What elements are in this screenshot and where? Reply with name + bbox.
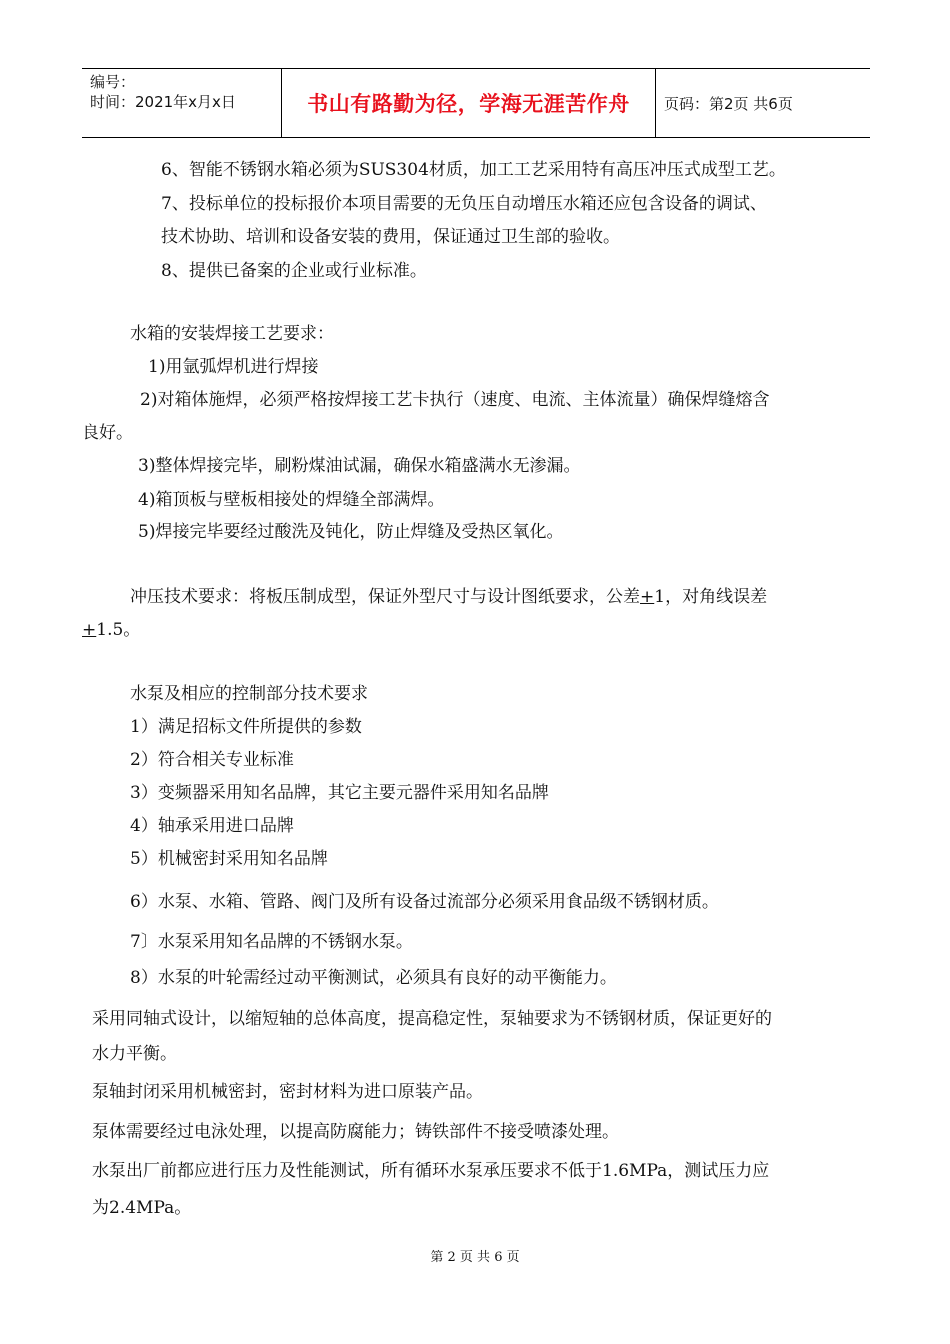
weld-item-3: 3)整体焊接完毕，刷粉煤油试漏，确保水箱盛满水无渗漏。: [138, 456, 581, 476]
para-7b: 技术协助、培训和设备安装的费用，保证通过卫生部的验收。: [161, 227, 620, 247]
pump-item-4: 4）轴承采用进口品牌: [130, 816, 294, 836]
test-para-a: 水泵出厂前都应进行压力及性能测试，所有循环水泵承压要求不低于1.6MPa，测试压力应: [92, 1161, 770, 1181]
pump-item-8: 8）水泵的叶轮需经过动平衡测试，必须具有良好的动平衡能力。: [130, 968, 617, 988]
body-treatment-para: 泵体需要经过电泳处理，以提高防腐能力；铸铁部件不接受喷漆处理。: [92, 1122, 619, 1142]
weld-item-2a: 2)对箱体施焊，必须严格按焊接工艺卡执行（速度、电流、主体流量）确保焊缝熔含: [140, 390, 770, 410]
pump-item-5: 5）机械密封采用知名品牌: [130, 849, 328, 869]
weld-item-5: 5)焊接完毕要经过酸洗及钝化，防止焊缝及受热区氧化。: [138, 522, 564, 542]
date-label: 时间：2021年x月x日: [90, 93, 236, 111]
pump-item-6: 6）水泵、水箱、管路、阀门及所有设备过流部分必须采用食品级不锈钢材质。: [130, 892, 719, 912]
weld-item-4: 4)箱顶板与壁板相接处的焊缝全部满焊。: [138, 490, 445, 510]
weld-item-2b: 良好。: [82, 423, 133, 443]
stamping-req-a: [130, 585, 767, 609]
stamping-req-b: [82, 618, 140, 642]
header-motto: [282, 69, 656, 137]
pump-item-7: 7〕水泵采用知名品牌的不锈钢水泵。: [130, 932, 413, 952]
weld-title: 水箱的安装焊接工艺要求：: [130, 324, 334, 344]
pump-item-1: 1）满足招标文件所提供的参数: [130, 717, 362, 737]
stamping-text-2: 1，对角线误差: [654, 587, 768, 607]
header-page-label: 页码：第2页 共6页: [664, 94, 793, 113]
stamping-text-3: 1.5。: [96, 620, 141, 640]
plus-minus-2: +: [82, 620, 97, 640]
motto-text: 书山有路勤为径，学海无涯苦作舟: [307, 92, 630, 116]
page-footer: 第 2 页 共 6 页: [430, 1250, 520, 1265]
para-7a: 7、投标单位的投标报价本项目需要的无负压自动增压水箱还应包含设备的调试、: [161, 194, 767, 214]
header-info: [82, 69, 282, 137]
stamping-text-1: 冲压技术要求：将板压制成型，保证外型尺寸与设计图纸要求，公差: [130, 587, 640, 607]
seal-para: 泵轴封闭采用机械密封，密封材料为进口原装产品。: [92, 1082, 483, 1102]
para-6: 6、智能不锈钢水箱必须为SUS304材质，加工工艺采用特有高压冲压式成型工艺。: [161, 160, 786, 180]
weld-item-1: 1)用氩弧焊机进行焊接: [148, 357, 319, 377]
test-para-b: 为2.4MPa。: [92, 1198, 192, 1218]
shaft-para-b: 水力平衡。: [92, 1044, 177, 1064]
pump-item-2: 2）符合相关专业标准: [130, 750, 294, 770]
page-header: [82, 68, 870, 138]
para-8: 8、提供已备案的企业或行业标准。: [161, 261, 427, 281]
pump-title: 水泵及相应的控制部分技术要求: [130, 684, 368, 704]
shaft-para-a: 采用同轴式设计，以缩短轴的总体高度，提高稳定性，泵轴要求为不锈钢材质，保证更好的: [92, 1009, 772, 1029]
plus-minus-1: +: [640, 587, 655, 607]
pump-item-3: 3）变频器采用知名品牌，其它主要元器件采用知名品牌: [130, 783, 549, 803]
number-label: 编号：: [90, 73, 136, 91]
